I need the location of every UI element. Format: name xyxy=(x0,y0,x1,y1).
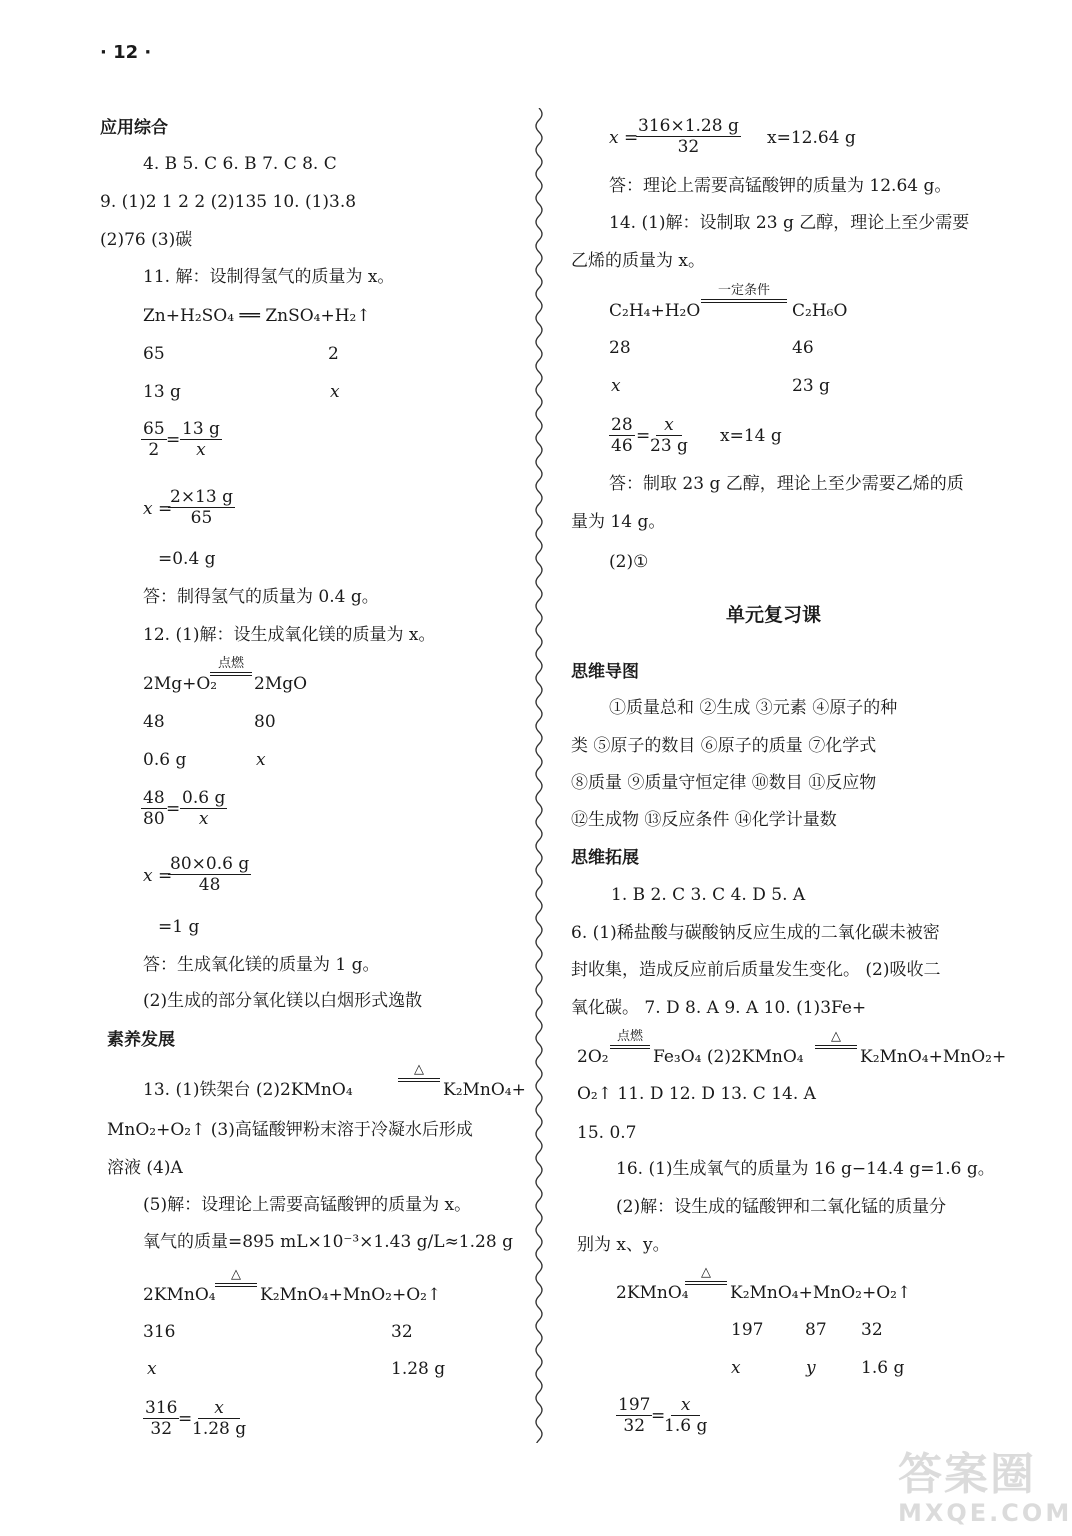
unit-review-title: 单元复习课 xyxy=(726,604,822,626)
q12-part2: (2)生成的部分氧化镁以白烟形式逸散 xyxy=(143,991,423,1011)
q16-ratio-a1: 197 xyxy=(731,1320,764,1340)
q16-ratio-a2: 87 xyxy=(805,1320,827,1340)
q14-answer-a: 答：制取 23 g 乙醇，理论上至少需要乙烯的质 xyxy=(609,474,964,494)
q13-eq-right: K₂MnO₄+MnO₂+O₂↑ xyxy=(260,1285,442,1305)
q13-line3: 溶液 (4)A xyxy=(107,1158,183,1178)
q12-fraction-right: $\frac{0.6 g}{x}$ xyxy=(182,788,226,829)
mindmap-line4: ⑫生成物 ⑬反应条件 ⑭化学计量数 xyxy=(571,810,837,830)
expand-answers-1-5: 1. B 2. C 3. C 4. D 5. A xyxy=(611,885,806,905)
q13-ratio-b2: 1.28 g xyxy=(391,1359,446,1379)
q13-fraction-right: $\frac{x}{1.28 g}$ xyxy=(192,1398,247,1439)
expand-q10-left: 2O₂ xyxy=(577,1047,609,1067)
q12-ratio-b2: x xyxy=(256,750,266,770)
q14-ratio-b2: 23 g xyxy=(792,376,830,396)
q13-answer: 答：理论上需要高锰酸钾的质量为 12.64 g。 xyxy=(609,176,952,196)
answers-9-10: 9. (1)2 1 2 2 (2)135 10. (1)3.8 xyxy=(100,192,357,212)
q12-fraction-left: $\frac{48}{80}$ xyxy=(143,788,165,829)
q16-eq-condition: △ xyxy=(685,1270,727,1294)
mindmap-line2: 类 ⑤原子的数目 ⑥原子的质量 ⑦化学式 xyxy=(571,736,877,756)
section-heading-literacy: 素养发展 xyxy=(107,1030,175,1050)
q14-fraction-equals: = xyxy=(636,426,651,446)
q13-line1-a: 13. (1)铁架台 (2)2KMnO₄ xyxy=(143,1080,353,1100)
q13-eq-left: 2KMnO₄ xyxy=(143,1285,216,1305)
expand-q16-line1: 16. (1)生成氧气的质量为 16 g−14.4 g=1.6 g。 xyxy=(616,1159,995,1179)
answers-10b: (2)76 (3)碳 xyxy=(100,230,193,250)
q11-equation: Zn+H₂SO₄ ══ ZnSO₄+H₂↑ xyxy=(143,306,371,326)
expand-q6-line1: 6. (1)稀盐酸与碳酸钠反应生成的二氧化碳未被密 xyxy=(571,923,940,943)
column-divider xyxy=(531,108,547,1443)
section-heading-apply: 应用综合 xyxy=(100,118,168,138)
q12-fraction-equals: = xyxy=(166,799,181,819)
expand-q6-line3: 氧化碳。 7. D 8. A 9. A 10. (1)3Fe+ xyxy=(571,998,867,1018)
q14-setup-a: 14. (1)解：设制取 23 g 乙醇，理论上至少需要 xyxy=(609,213,970,233)
q16-fraction-equals: = xyxy=(651,1406,666,1426)
q12-eq-left: 2Mg+O₂ xyxy=(143,674,218,694)
mindmap-line1: ①质量总和 ②生成 ③元素 ④原子的种 xyxy=(609,698,898,718)
q14-x-result: x=14 g xyxy=(720,426,782,446)
answers-4-8: 4. B 5. C 6. B 7. C 8. C xyxy=(143,154,337,174)
q11-ratio-a2: 2 xyxy=(328,344,339,364)
expand-q16-line3: 别为 x、y。 xyxy=(577,1235,670,1255)
q14-eq-condition: 一定条件 xyxy=(701,288,787,312)
q13-x-fraction: $\frac{316\times 1.28 g}{32}$ xyxy=(638,116,739,157)
q16-eq-left: 2KMnO₄ xyxy=(616,1283,689,1303)
q11-ratio-b1: 13 g xyxy=(143,382,181,402)
q11-ratio-a1: 65 xyxy=(143,344,165,364)
q14-part2: (2)① xyxy=(609,552,649,572)
q12-setup: 12. (1)解：设生成氧化镁的质量为 x。 xyxy=(143,625,436,645)
q12-ratio-a2: 80 xyxy=(254,712,276,732)
q12-ratio-b1: 0.6 g xyxy=(143,750,187,770)
q12-eq-condition: 点燃 xyxy=(210,661,252,685)
q14-ratio-a1: 28 xyxy=(609,338,631,358)
q13-x-result: x=12.64 g xyxy=(767,128,856,148)
q11-ratio-b2: x xyxy=(330,382,340,402)
q14-setup-b: 乙烯的质量为 x。 xyxy=(571,251,705,271)
q12-x-fraction: $\frac{80\times 0.6 g}{48}$ xyxy=(170,854,250,895)
q16-fraction-right: $\frac{x}{1.6 g}$ xyxy=(664,1395,708,1436)
mindmap-line3: ⑧质量 ⑨质量守恒定律 ⑩数目 ⑪反应物 xyxy=(571,773,877,793)
q13-part5-setup: (5)解：设理论上需要高锰酸钾的质量为 x。 xyxy=(143,1195,472,1215)
q12-eq-right: 2MgO xyxy=(254,674,308,694)
expand-q10-right: K₂MnO₄+MnO₂+ xyxy=(860,1047,1007,1067)
q13-fraction-left: $\frac{316}{32}$ xyxy=(145,1398,178,1439)
expand-q15: 15. 0.7 xyxy=(577,1123,637,1143)
q13-line2: MnO₂+O₂↑ (3)高锰酸钾粉末溶于冷凝水后形成 xyxy=(107,1120,473,1140)
q11-fraction-left: $\frac{65}{2}$ xyxy=(143,419,165,460)
q12-ratio-a1: 48 xyxy=(143,712,165,732)
q11-fraction-right: $\frac{13 g}{x}$ xyxy=(182,419,220,460)
q11-x-lhs: x = xyxy=(143,499,173,519)
expand-answers-11-14: O₂↑ 11. D 12. D 13. C 14. A xyxy=(577,1084,816,1104)
q13-oxygen-mass: 氧气的质量=895 mL×10⁻³×1.43 g/L≈1.28 g xyxy=(143,1232,513,1252)
watermark-logo: 答案圈 MXQE.COM xyxy=(898,1449,1072,1527)
q16-ratio-b2: y xyxy=(806,1358,816,1378)
expand-q10-mid: Fe₃O₄ (2)2KMnO₄ xyxy=(653,1047,804,1067)
q14-ratio-a2: 46 xyxy=(792,338,814,358)
q14-ratio-b1: x xyxy=(611,376,621,396)
q13-x-lhs: x = xyxy=(609,128,639,148)
q13-line1-condition: △ xyxy=(398,1067,440,1091)
q16-ratio-b1: x xyxy=(731,1358,741,1378)
q12-answer: 答：生成氧化镁的质量为 1 g。 xyxy=(143,955,380,975)
section-heading-expand: 思维拓展 xyxy=(571,848,639,868)
q11-setup: 11. 解：设制得氢气的质量为 x。 xyxy=(143,267,395,287)
q13-eq-condition: △ xyxy=(215,1272,257,1296)
q12-x-lhs: x = xyxy=(143,866,173,886)
q11-x-fraction: $\frac{2\times 13 g}{65}$ xyxy=(170,487,233,528)
q16-fraction-left: $\frac{197}{32}$ xyxy=(618,1395,651,1436)
q16-ratio-a3: 32 xyxy=(861,1320,883,1340)
q14-eq-right: C₂H₆O xyxy=(792,301,848,321)
section-heading-mindmap: 思维导图 xyxy=(571,662,639,682)
q13-line1-b: K₂MnO₄+ xyxy=(443,1080,526,1100)
expand-q10-condition1: 点燃 xyxy=(610,1034,650,1058)
q13-ratio-a2: 32 xyxy=(391,1322,413,1342)
page-number: · 12 · xyxy=(100,42,152,63)
q13-ratio-b1: x xyxy=(147,1359,157,1379)
expand-q6-line2: 封收集，造成反应前后质量发生变化。 (2)吸收二 xyxy=(571,960,941,980)
q14-fraction-left: $\frac{28}{46}$ xyxy=(611,415,633,456)
q11-fraction-equals: = xyxy=(166,430,181,450)
q14-eq-left: C₂H₄+H₂O xyxy=(609,301,701,321)
q16-ratio-b3: 1.6 g xyxy=(861,1358,905,1378)
q11-x-result: =0.4 g xyxy=(158,549,216,569)
q14-fraction-right: $\frac{x}{23 g}$ xyxy=(650,415,688,456)
expand-q10-condition2: △ xyxy=(815,1034,857,1058)
q12-x-result: =1 g xyxy=(158,917,200,937)
expand-q16-line2: (2)解：设生成的锰酸钾和二氧化锰的质量分 xyxy=(616,1197,947,1217)
q13-ratio-a1: 316 xyxy=(143,1322,176,1342)
q14-answer-b: 量为 14 g。 xyxy=(571,512,666,532)
q13-fraction-equals: = xyxy=(178,1409,193,1429)
q16-eq-right: K₂MnO₄+MnO₂+O₂↑ xyxy=(730,1283,912,1303)
q11-answer: 答：制得氢气的质量为 0.4 g。 xyxy=(143,587,379,607)
